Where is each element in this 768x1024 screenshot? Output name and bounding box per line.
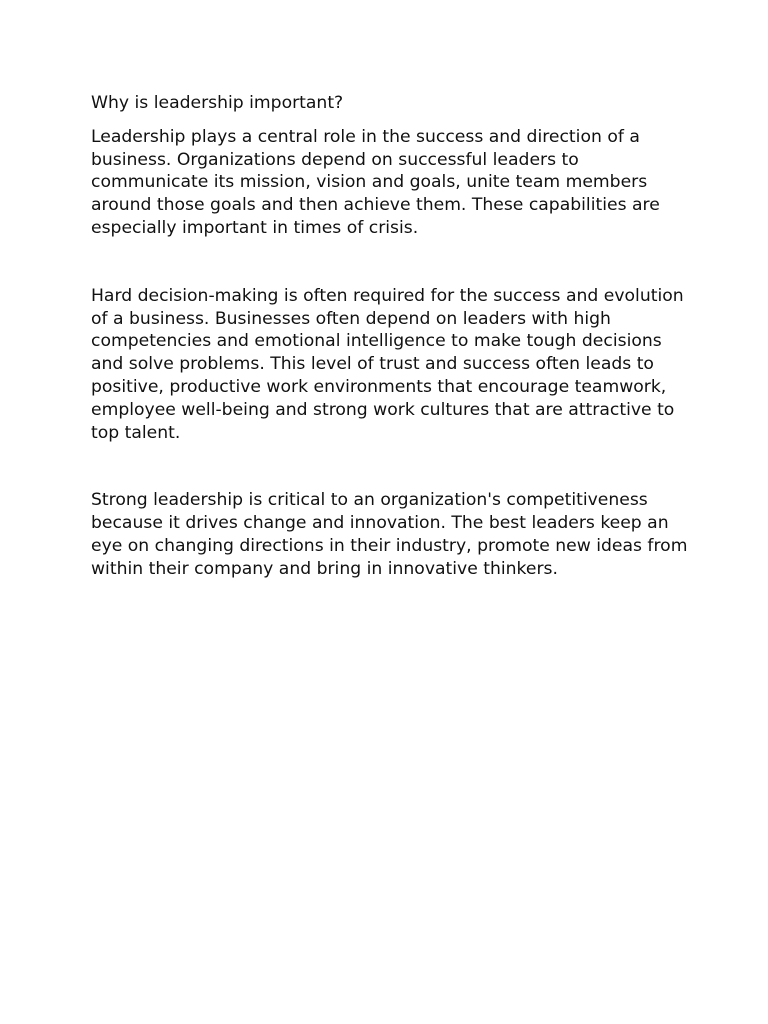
paragraph-competitiveness: Strong leadership is critical to an organization's competitiveness because it drives change and innovation. The best leaders keep an eye on changing directions in their industry, promote new ideas from within their company and bring in innovative thinkers. [91, 490, 688, 579]
document-heading: Why is leadership important? [91, 93, 344, 113]
paragraph-leadership-role: Leadership plays a central role in the success and direction of a business. Organizations depend on successful leaders to communicate its mission, vision and goals, unite team members around those goals and then achieve them. These capabilities are especially important in times of crisis. [91, 126, 660, 238]
document-page [91, 92, 691, 581]
paragraph-decision-making: Hard decision-making is often required for the success and evolution of a business. Businesses often depend on leaders with high competencies and emotional intelligence to make tough decisions and solve problems. This level of trust and success often leads to positive, productive work environments that encourage teamwork, employee well-being and strong work cultures that are attractive to top talent. [91, 285, 684, 443]
